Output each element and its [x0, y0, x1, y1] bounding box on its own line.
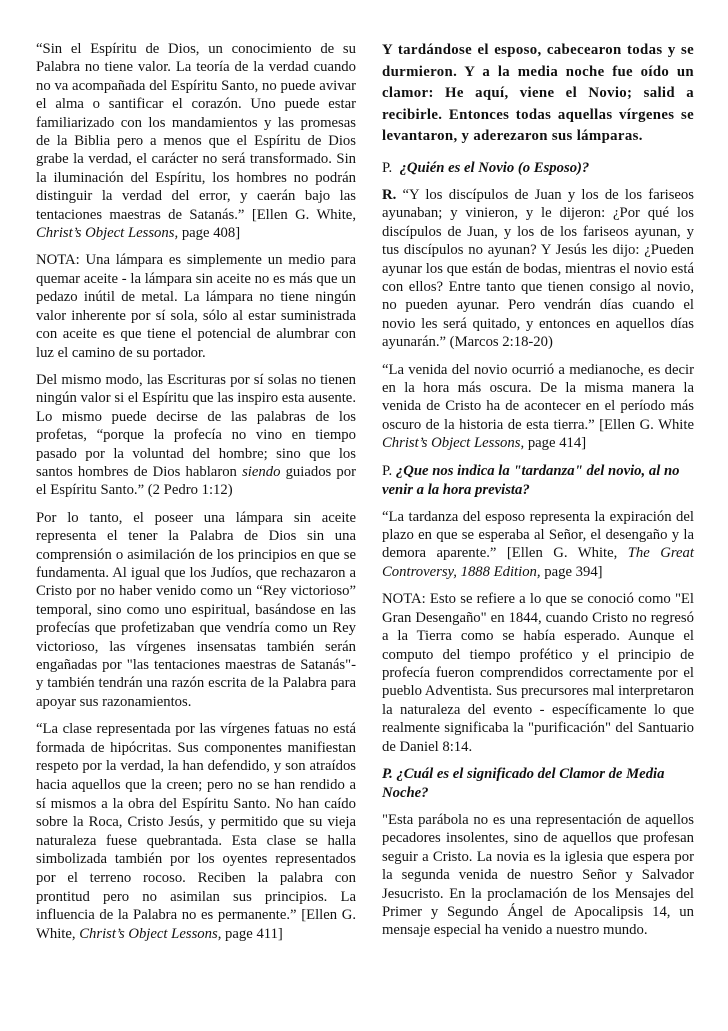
citation-page: page 394]: [540, 563, 603, 580]
quote-text: “La venida del novio ocurrió a medianoche, es decir en la hora más oscura. De la misma manera la venida de Cristo ha de acontecer en el período más oscuro de la historia de esta tierra.” [Ellen G. White: [382, 361, 694, 433]
citation-page: page 414]: [524, 435, 587, 452]
answer-label: R.: [382, 186, 397, 203]
question-label: P.: [382, 159, 393, 176]
quote-paragraph: [36, 720, 356, 943]
question-label: P.: [382, 462, 393, 479]
emphasis-text: siendo: [242, 463, 281, 480]
question-heading: [382, 765, 694, 803]
question-text: ¿Cuál es el significado del Clamor de Media Noche?: [382, 765, 665, 801]
quote-paragraph: [382, 508, 694, 582]
quote-text: “Sin el Espíritu de Dios, un conocimiento de su Palabra no tiene valor. La teoría de la verdad cuando no va acompañada del Espíritu Santo, no puede avivar el alma o santificar el corazón. Uno puede estar familiarizado con los mandamientos y las promesas de la Biblia pero a menos que el Espíritu de Dios grabe la verdad, el carácter no será transformado. Sin la iluminación del Espíritu, los hombres no podrán distinguir la verdad del error, y caerán bajo las tentaciones maestras de Satanás.” [Ellen G. White,: [36, 41, 356, 223]
right-column: [382, 40, 694, 949]
note-paragraph: NOTA: Esto se refiere a lo que se conoció como "El Gran Desengaño" en 1844, cuando Cristo no regresó a la Tierra como se había esperado. Aunque el computo del tiempo profético y el principio de profecía fueron comprendidos correctamente por el pueblo Adventista. Sus precursores mal interpretaron la naturaleza del evento - específicamente lo que realmente significaba la "purificación" del Santuario de Daniel 8:14.: [382, 591, 694, 755]
question-heading: [382, 159, 694, 178]
body-paragraph: [36, 371, 356, 500]
citation-page: page 411]: [221, 925, 283, 942]
citation-title: The Great Controversy, 1888 Edition,: [382, 545, 694, 580]
quote-paragraph: [36, 40, 356, 242]
citation-title: Christ’s Object Lessons,: [36, 225, 179, 242]
scripture-paragraph: Y tardándose el esposo, cabecearon todas y se durmieron. Y a la media noche fue oído un clamor: He aquí, viene el Novio; salid a recibirle. Entonces todas aquellas vírgenes se levantaron, y aderezaron sus lámparas.: [382, 42, 694, 145]
quote-text: “La clase representada por las vírgenes fatuas no está formada de hipócritas. Sus componentes manifiestan respeto por la verdad, la han defendido, y son atraídos hacia aquellos que la creen; pero no se han rendido a sí mismos a la obra del Espíritu Santo. No han caído sobre la Roca, Cristo Jesús, y permitido que su vieja naturaleza fuese quebrantada. Esta clase se halla simbolizada también por los oyentes representados por el terreno rocoso. Reciben la palabra con prontitud pero no asimilan sus principios. La influencia de la Palabra no es permanente.” [Ellen G. White,: [36, 721, 356, 942]
body-text: Del mismo modo, las Escrituras por sí solas no tienen ningún valor si el Espíritu que las inspiro esta ausente. Lo mismo puede decirse de las palabras de los profetas, “porque la profecía no vino en tiempo pasado por la voluntad del hombre; sino que los santos hombres de Dios hablaron: [36, 371, 356, 480]
question-text: ¿Quién es el Novio (o Esposo)?: [399, 159, 590, 176]
body-text: guiados por el Espíritu Santo.” (2 Pedro 1:12): [36, 463, 356, 499]
citation-page: page 408]: [178, 225, 241, 242]
citation-title: Christ’s Object Lessons,: [79, 925, 222, 942]
left-column: [36, 40, 356, 952]
quote-paragraph: [382, 361, 694, 453]
question-label: P.: [382, 765, 393, 782]
answer-paragraph: [382, 186, 694, 352]
question-text: ¿Que nos indica la "tardanza" del novio, al no venir a la hora prevista?: [382, 462, 680, 498]
quote-paragraph: "Esta parábola no es una representación de aquellos pecadores insolentes, sino de aquellos que profesan seguir a Cristo. La novia es la iglesia que espera por la segunda venida de nuestro Señor y Salvador Jesucristo. En la proclamación de los Mensajes del Primer y Segundo Ángel de Apocalipsis 14, un mensaje especial ha venido a nuestro mundo.: [382, 811, 694, 939]
citation-title: Christ’s Object Lessons,: [382, 435, 525, 452]
body-paragraph: Por lo tanto, el poseer una lámpara sin aceite representa el tener la Palabra de Dios sin una comprensión o asimilación de los principios en que se fundamenta. Al igual que los Judíos, que rechazaron a Cristo por no haber venido como un “Rey victorioso” temporal, sino como uno espiritual, basándose en las profecías que profetizaban que vendría como un Rey victorioso, las vírgenes insensatas también serán engañadas por "las tentaciones maestras de Satanás"- y también tendrán una razón escrita de la Palabra para apoyar sus razonamientos.: [36, 509, 356, 710]
answer-text: “Y los discípulos de Juan y los de los fariseos ayunaban; y vinieron, y le dijeron: ¿Por qué los discípulos de Juan, y los de los fariseos ayunan, y tus discípulos no ayunan? Y Jesús les dijo: ¿Pueden ayunar los que están de bodas, mientras el novio está con ellos? Entre tanto que tienen consigo al novio, no pueden ayunar. Pero vendrán días cuando el novio les será quitado, y entonces en aquellos días ayunarán.” (Marcos 2:18-20): [382, 186, 694, 351]
quote-text: “La tardanza del esposo representa la expiración del plazo en que se esperaba al Señor, el desengaño y la demora aparente.” [Ellen G. White,: [382, 508, 694, 562]
question-heading: [382, 462, 694, 500]
note-paragraph: NOTA: Una lámpara es simplemente un medio para quemar aceite - la lámpara sin aceite no es más que un pedazo inútil de metal. La lámpara no tiene ningún valor inherente por sí sola, sólo al estar suministrada con aceite es que tiene el potencial de alumbrar con luz el camino de su portador.: [36, 252, 356, 361]
